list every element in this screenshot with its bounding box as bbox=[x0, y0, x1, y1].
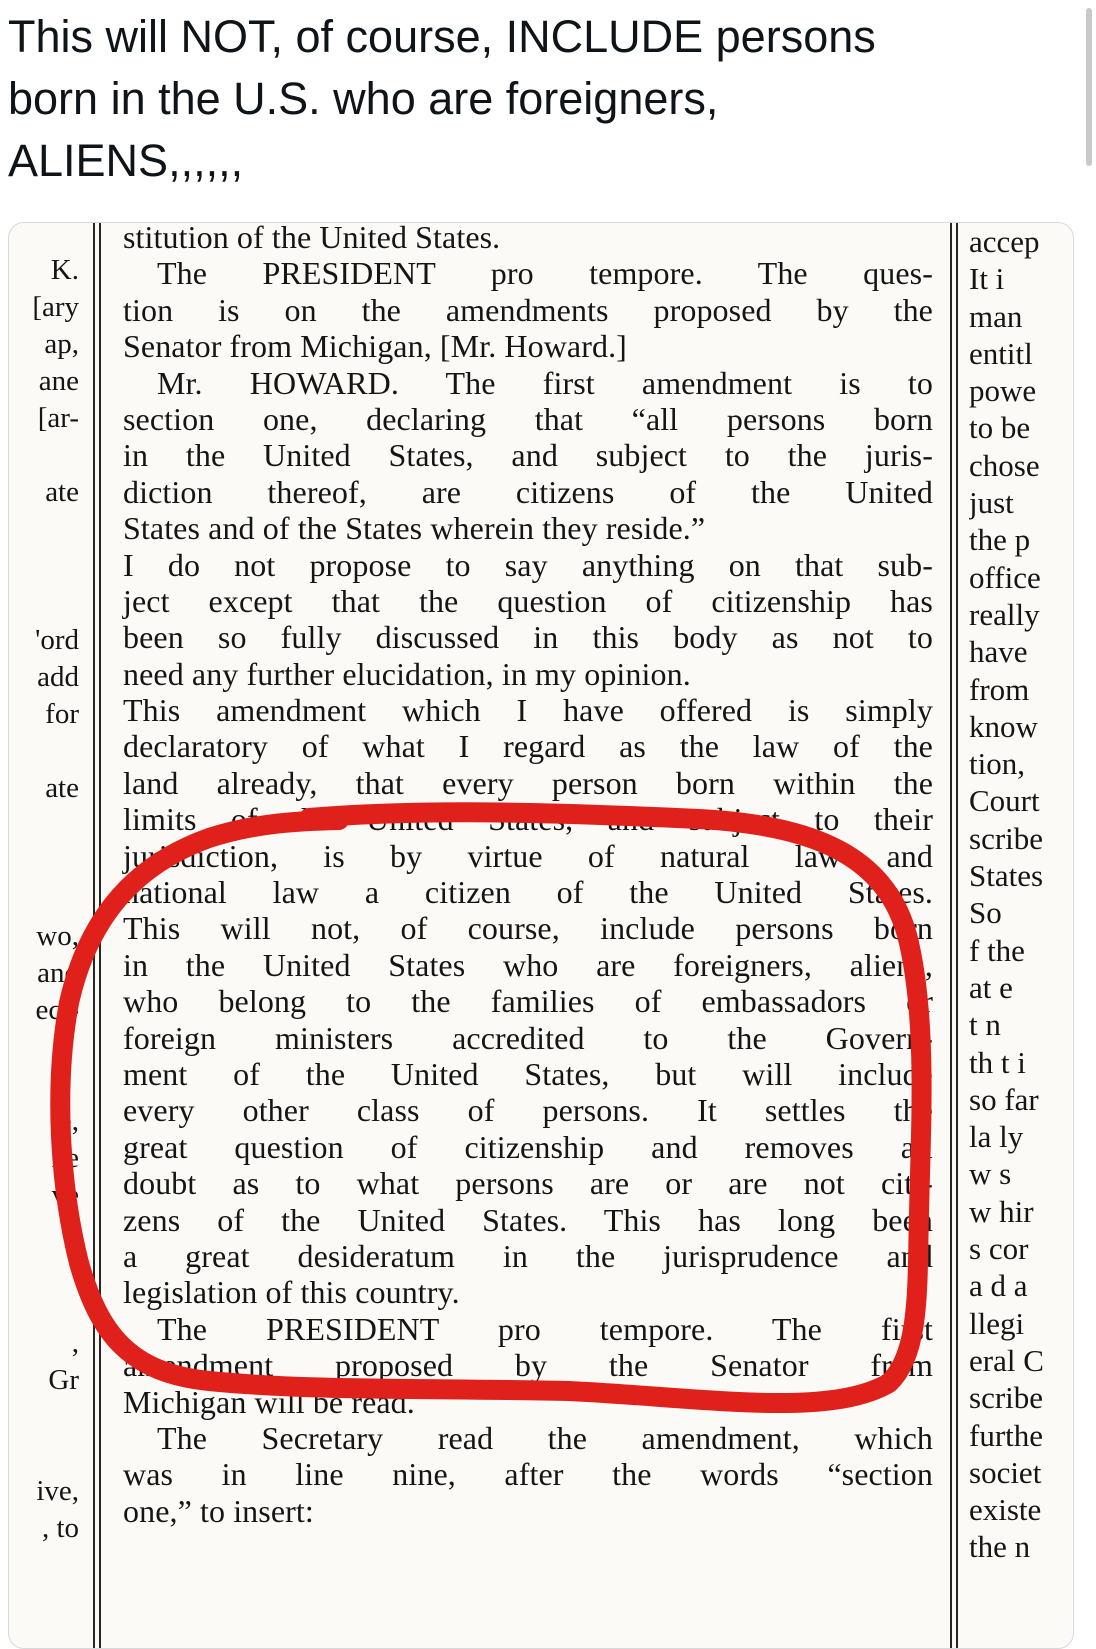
column-rule bbox=[956, 223, 958, 1648]
left-margin-fragment bbox=[11, 807, 79, 844]
article-line: in the United States, and subject to the juris- bbox=[123, 437, 933, 474]
left-margin-fragment bbox=[11, 1029, 79, 1066]
article-line: national law a citizen of the United States. bbox=[123, 874, 933, 911]
right-margin-fragment: have bbox=[969, 634, 1028, 670]
left-margin-fragment: ate bbox=[45, 772, 79, 804]
right-margin-fragment: know bbox=[969, 708, 1038, 744]
column-rule bbox=[950, 223, 952, 1648]
left-margin-fragment bbox=[11, 881, 79, 918]
article-line: zens of the United States. This has long been bbox=[123, 1201, 933, 1238]
right-margin-fragment: societ bbox=[969, 1454, 1042, 1490]
right-margin-fragment: the p bbox=[969, 522, 1031, 558]
right-margin-fragment: so far bbox=[969, 1081, 1039, 1117]
right-margin-fragment: f the bbox=[969, 932, 1025, 968]
left-margin-fragment: , to bbox=[41, 1512, 79, 1544]
article-line: stitution of the United States. bbox=[123, 222, 501, 255]
right-margin-fragment: powe bbox=[969, 373, 1037, 409]
article-line: in the United States who are foreigners, aliens, bbox=[123, 946, 933, 983]
newspaper-scan bbox=[9, 223, 1073, 1648]
right-margin-fragment: furthe bbox=[969, 1417, 1044, 1453]
article-line: land already, that every person born within the bbox=[123, 764, 933, 801]
right-margin-fragment: entitl bbox=[969, 335, 1033, 371]
right-margin-fragment: from bbox=[969, 671, 1030, 707]
left-margin-fragment: and bbox=[37, 957, 79, 989]
left-margin-fragment bbox=[11, 1436, 79, 1473]
article-line: limits of the United States, and subject to their bbox=[123, 801, 933, 838]
left-margin-fragment bbox=[11, 548, 79, 585]
article-line: every other class of persons. It settles the bbox=[123, 1092, 933, 1129]
right-margin-fragment: eral C bbox=[969, 1342, 1044, 1378]
left-margin-fragment bbox=[11, 585, 79, 622]
column-rule bbox=[99, 223, 101, 1648]
left-margin-fragment bbox=[11, 1251, 79, 1288]
article-line: who belong to the families of embassadors or bbox=[123, 983, 933, 1020]
right-margin-fragment: So bbox=[969, 895, 1002, 931]
left-margin-fragment: ect- bbox=[35, 994, 79, 1026]
article-line: great question of citizenship and removes all bbox=[123, 1128, 933, 1165]
right-margin-fragment: man bbox=[969, 298, 1023, 334]
left-margin-fragment: ane bbox=[38, 365, 79, 397]
right-margin-fragment: the n bbox=[969, 1529, 1031, 1565]
right-margin-fragment: chose bbox=[969, 447, 1040, 483]
left-margin-fragment: ap, bbox=[44, 328, 79, 360]
post-text-line: ALIENS,,,,,, bbox=[8, 135, 244, 186]
left-margin-fragment: [ar- bbox=[37, 402, 79, 434]
right-margin-fragment: a d a bbox=[969, 1268, 1028, 1304]
right-margin-fragment: w hir bbox=[969, 1193, 1034, 1229]
article-line: The PRESIDENT pro tempore. The first bbox=[157, 1310, 933, 1347]
main-column-text bbox=[123, 222, 933, 1529]
article-line: Mr. HOWARD. The first amendment is to bbox=[157, 364, 933, 401]
article-line: ject except that the question of citizenship has bbox=[123, 582, 933, 619]
right-margin-fragment: accep bbox=[969, 224, 1040, 259]
right-margin-fragment: existe bbox=[969, 1492, 1042, 1528]
article-line: need any further elucidation, in my opinion. bbox=[123, 655, 691, 692]
article-line: one,” to insert: bbox=[123, 1492, 314, 1529]
left-margin-fragment bbox=[11, 222, 79, 252]
right-column-fragments bbox=[969, 223, 1074, 1566]
left-margin-fragment: ive, bbox=[36, 1475, 79, 1507]
right-margin-fragment: office bbox=[969, 559, 1041, 595]
right-margin-fragment: la ly bbox=[969, 1119, 1024, 1155]
article-line: ment of the United States, but will include bbox=[123, 1055, 933, 1092]
post-text-line: This will NOT, of course, INCLUDE persons bbox=[8, 11, 876, 62]
right-margin-fragment: llegi bbox=[969, 1305, 1025, 1341]
right-margin-fragment: scribe bbox=[969, 1380, 1044, 1416]
right-margin-fragment: really bbox=[969, 596, 1040, 632]
article-line: This amendment which I have offered is simply bbox=[123, 692, 933, 729]
left-margin-fragment: [ary bbox=[32, 291, 79, 323]
left-margin-fragment bbox=[11, 733, 79, 770]
scrollbar-thumb[interactable] bbox=[1086, 8, 1092, 166]
left-margin-fragment bbox=[11, 844, 79, 881]
article-line: declaratory of what I regard as the law of the bbox=[123, 728, 933, 765]
right-margin-fragment: t n bbox=[969, 1007, 1001, 1043]
left-margin-fragment: 'ord bbox=[35, 624, 79, 656]
left-margin-fragment: ve bbox=[51, 1179, 79, 1211]
right-margin-fragment: th t i bbox=[969, 1044, 1026, 1080]
left-margin-fragment: for bbox=[45, 698, 79, 730]
right-margin-fragment: States bbox=[969, 858, 1044, 894]
right-margin-fragment: s cor bbox=[969, 1231, 1029, 1267]
article-line: tion is on the amendments proposed by the bbox=[123, 291, 933, 328]
right-margin-fragment: w s bbox=[969, 1156, 1012, 1192]
right-margin-fragment: just bbox=[969, 485, 1014, 521]
left-margin-fragment: ate bbox=[45, 476, 79, 508]
post-text-line: born in the U.S. who are foreigners, bbox=[8, 73, 719, 124]
left-margin-fragment: , bbox=[71, 1327, 79, 1359]
article-line: doubt as to what persons are or are not citi- bbox=[123, 1165, 933, 1202]
article-line: amendment proposed by the Senator from bbox=[123, 1347, 933, 1384]
right-margin-fragment: Court bbox=[969, 783, 1040, 819]
right-margin-fragment: scribe bbox=[969, 820, 1044, 856]
left-margin-fragment: K. bbox=[50, 254, 79, 286]
left-margin-fragment bbox=[11, 1066, 79, 1103]
left-margin-fragment: wo, bbox=[36, 920, 79, 952]
article-line: Senator from Michigan, [Mr. Howard.] bbox=[123, 328, 627, 365]
left-margin-fragment: add bbox=[37, 661, 79, 693]
article-line: section one, declaring that “all persons born bbox=[123, 400, 933, 437]
article-line: diction thereof, are citizens of the United bbox=[123, 473, 933, 510]
article-line: foreign ministers accredited to the Govern- bbox=[123, 1019, 933, 1056]
article-line: The Secretary read the amendment, which bbox=[157, 1419, 933, 1456]
attached-image[interactable] bbox=[8, 222, 1074, 1649]
article-line: Michigan will be read. bbox=[123, 1383, 415, 1420]
article-line: a great desideratum in the jurisprudence and bbox=[123, 1237, 933, 1274]
left-margin-fragment bbox=[11, 1214, 79, 1251]
scrollbar[interactable] bbox=[1082, 0, 1096, 1647]
left-margin-fragment bbox=[11, 1288, 79, 1325]
left-margin-fragment: e, bbox=[58, 1105, 79, 1137]
article-line: jurisdiction, is by virtue of natural law and bbox=[123, 837, 933, 874]
article-line: been so fully discussed in this body as not to bbox=[123, 619, 933, 656]
left-margin-fragment bbox=[11, 1399, 79, 1436]
left-column-fragments bbox=[11, 222, 79, 1547]
right-margin-fragment: at e bbox=[969, 969, 1013, 1005]
left-margin-fragment bbox=[11, 511, 79, 548]
left-margin-fragment bbox=[11, 437, 79, 474]
article-line: This will not, of course, include persons born bbox=[123, 910, 933, 947]
right-margin-fragment: It i bbox=[969, 261, 1005, 297]
right-margin-fragment: tion, bbox=[969, 746, 1025, 782]
article-line: legislation of this country. bbox=[123, 1274, 460, 1311]
left-margin-fragment: he bbox=[51, 1142, 79, 1174]
column-rule bbox=[93, 223, 95, 1648]
article-line: States and of the States wherein they reside.” bbox=[123, 510, 706, 547]
article-line: I do not propose to say anything on that sub- bbox=[123, 546, 933, 583]
left-margin-fragment: Gr bbox=[48, 1364, 79, 1396]
post-text bbox=[8, 6, 1008, 192]
article-line: was in line nine, after the words “section bbox=[123, 1456, 933, 1493]
right-margin-fragment: to be bbox=[969, 410, 1031, 446]
article-line: The PRESIDENT pro tempore. The ques- bbox=[157, 255, 933, 292]
